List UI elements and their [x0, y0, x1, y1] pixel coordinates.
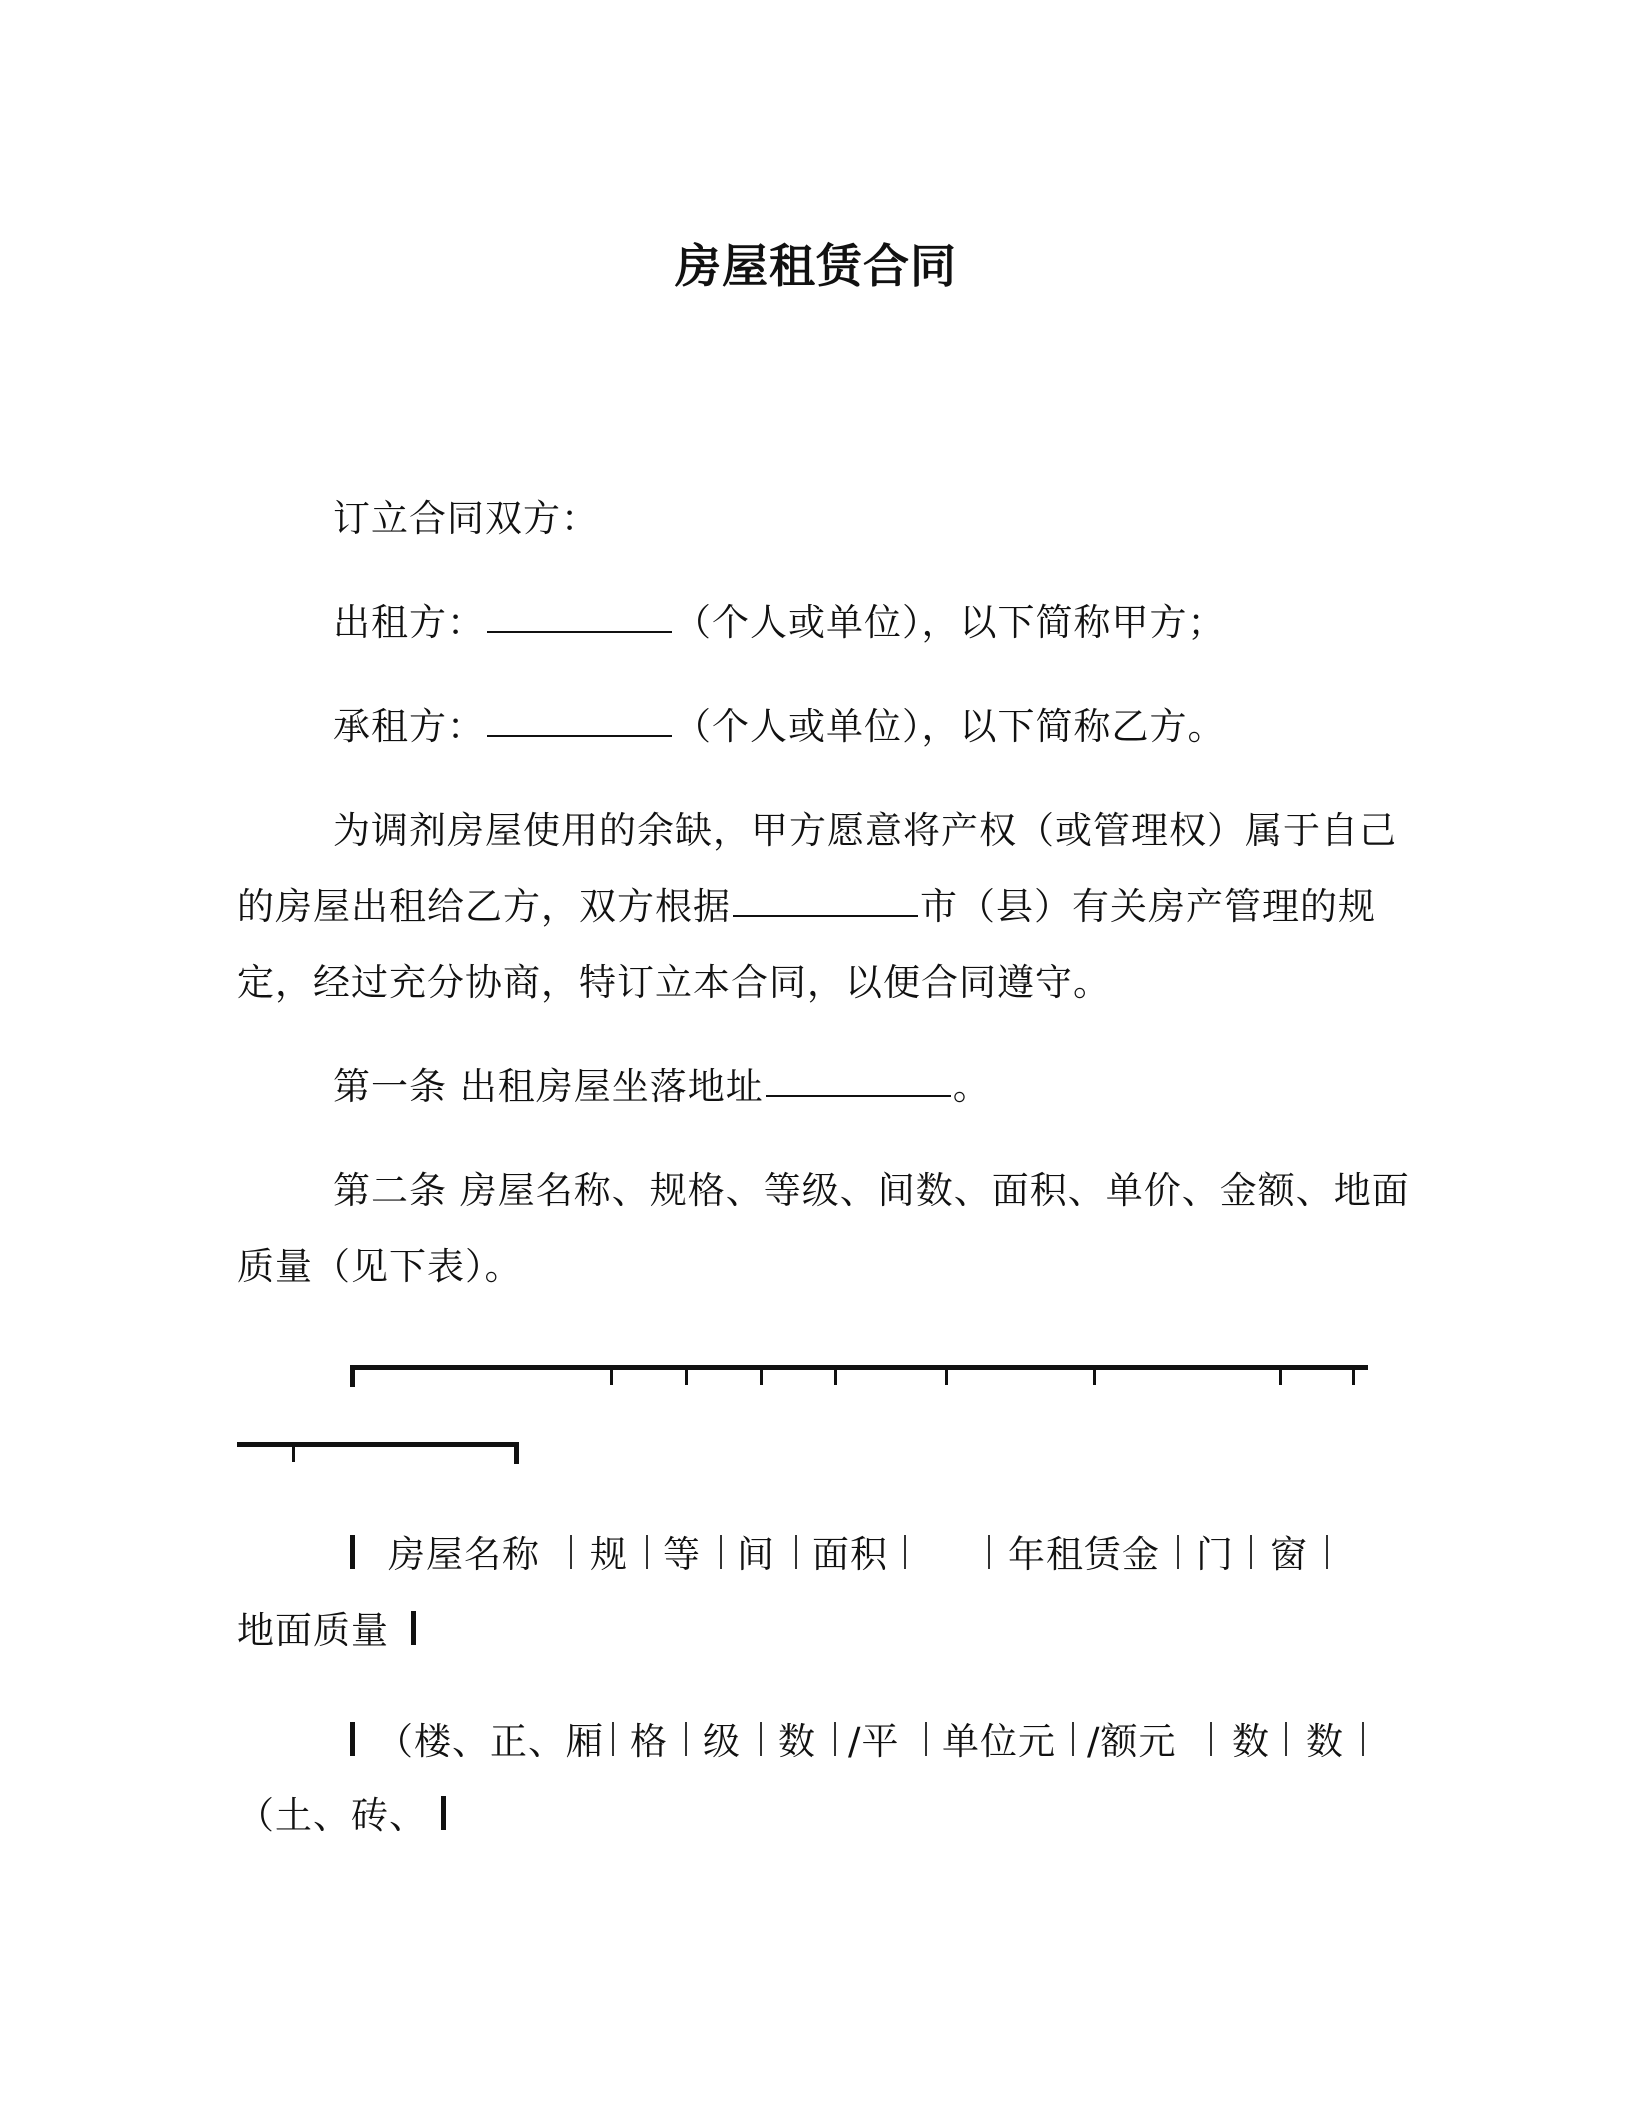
article1-text: 第一条 出租房屋坐落地址: [333, 1065, 764, 1108]
para1-line3: 定，经过充分协商，特订立本合同，以便合同遵守。: [237, 961, 1111, 1004]
row2-left-border: [350, 1722, 355, 1756]
document-title: 房屋租赁合同: [675, 239, 957, 293]
lessor-line: [333, 601, 1226, 644]
para1-line2-b: 市（县）有关房产管理的规: [920, 885, 1376, 928]
header-cell: 格: [630, 1720, 668, 1763]
header-cell: 年租赁金: [1008, 1533, 1160, 1576]
lessor-suffix: （个人或单位），以下简称甲方；: [674, 601, 1226, 644]
parties-heading: 订立合同双方：: [333, 497, 599, 540]
header-cell: 间: [737, 1533, 775, 1576]
lessee-line: [333, 705, 1226, 748]
article1-end: 。: [952, 1065, 991, 1108]
header-cell: 级: [703, 1720, 741, 1763]
header-cell: 门: [1196, 1533, 1234, 1576]
article1-line: [333, 1065, 991, 1108]
lessee-label: 承租方：: [333, 705, 485, 748]
lessor-label: 出租方：: [333, 601, 485, 644]
lessee-blank: [487, 735, 672, 737]
header-cell: 数: [778, 1720, 816, 1763]
header-cell: 规: [590, 1533, 628, 1576]
header-cell: 窗: [1270, 1533, 1308, 1576]
city-blank: [733, 915, 918, 917]
header-cell-wrap: （土、砖、: [237, 1794, 427, 1837]
address-blank: [766, 1095, 951, 1097]
header-cell: 单位元: [942, 1720, 1056, 1763]
row1-left-border: [350, 1535, 355, 1569]
row1-right-border: [411, 1611, 416, 1645]
header-cell: 数: [1306, 1720, 1344, 1763]
lessee-suffix: （个人或单位），以下简称乙方。: [674, 705, 1226, 748]
article2-line2: 质量（见下表）。: [237, 1245, 523, 1288]
header-cell: （楼、正、厢: [376, 1720, 604, 1763]
article2-line1: 第二条 房屋名称、规格、等级、间数、面积、单价、金额、地面: [333, 1169, 1410, 1212]
para1-line2-a: 的房屋出租给乙方，双方根据: [237, 885, 731, 928]
header-cell: 面积: [812, 1533, 888, 1576]
header-cell: /额元: [1087, 1720, 1177, 1763]
header-cell: 数: [1232, 1720, 1270, 1763]
para1-line2: [237, 885, 1376, 928]
header-cell: /平: [848, 1720, 900, 1763]
row2-right-border: [441, 1796, 446, 1830]
header-cell: 等: [663, 1533, 701, 1576]
header-cell: 房屋名称: [388, 1533, 540, 1576]
para1-line1: 为调剂房屋使用的余缺，甲方愿意将产权（或管理权）属于自己: [333, 809, 1397, 852]
header-cell-wrap: 地面质量: [237, 1609, 389, 1652]
lessor-blank: [487, 631, 672, 633]
